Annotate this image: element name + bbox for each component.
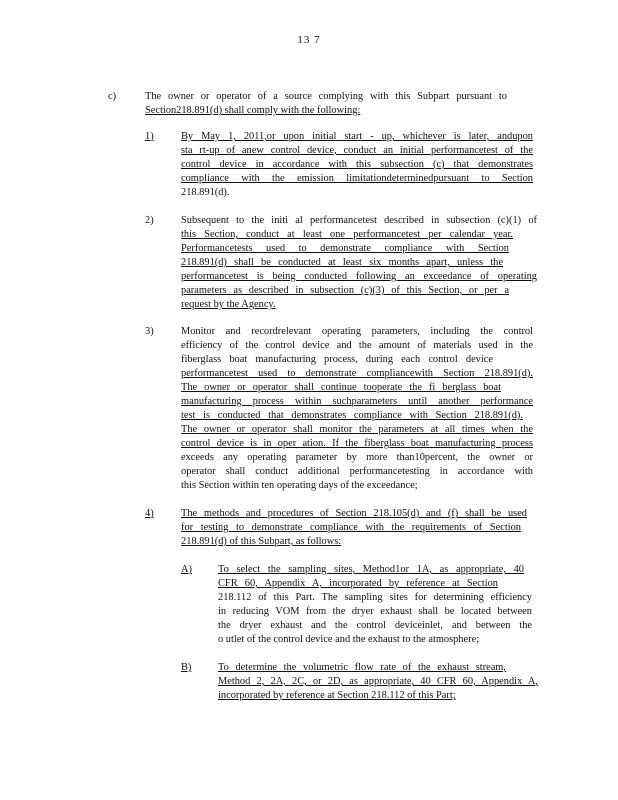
- item-3-line: Monitor and recordrelevant operating parameters, including the control: [181, 326, 533, 337]
- item-2: [181, 214, 537, 312]
- subitem-a-label: A): [181, 564, 192, 575]
- item-1-line: By May 1, 2011,or upon initial start - up, whichever is later, andupon: [181, 131, 533, 142]
- item-3-line: fiberglass boat manufacturing process, during each control device: [181, 354, 493, 365]
- subitem-b-line: To determine the volumetric flow rate of the exhaust stream,: [218, 662, 506, 673]
- paragraph-c-line: The owner or operator of a source complying with this Subpart pursuant to: [145, 91, 507, 102]
- subitem-b-line: Method 2, 2A, 2C, or 2D, as appropriate, 40 CFR 60, Appendix A,: [218, 676, 538, 687]
- item-3-line: The owner or operator shall continue tooperate the fi berglass boat: [181, 382, 501, 393]
- item-3-line: performancetest used to demonstrate compliancewith Section 218.891(d).: [181, 368, 533, 379]
- item-4-line: The methods and procedures of Section 218.105(d) and (f) shall be used: [181, 508, 527, 519]
- subitem-b-line: incorporated by reference at Section 218.112 of this Part;: [218, 690, 456, 701]
- paragraph-c-label: c): [108, 91, 117, 102]
- subitem-a-line: o utlet of the control device and the exhaust to the atmosphere;: [218, 634, 480, 645]
- item-4-label: 4): [145, 508, 154, 519]
- item-3-label: 3): [145, 326, 154, 337]
- subitem-a-line: the dryer exhaust and the control deviceinlet, and between the: [218, 620, 532, 631]
- item-3-line: efficiency of the control device and the amount of materials used in the: [181, 340, 533, 351]
- subitem-a-line: 218.112 of this Part. The sampling sites for determining efficiency: [218, 592, 532, 603]
- item-1-line: control device in accordance with this subsection (c) that demonstrates: [181, 159, 533, 170]
- item-1-label: 1): [145, 131, 154, 142]
- item-3-line: manufacturing process within suchparameters until another performance: [181, 396, 533, 407]
- item-3-line: The owner or operator shall monitor the parameters at all times when the: [181, 424, 533, 435]
- item-3-line: this Section within ten operating days of the exceedance;: [181, 480, 418, 491]
- item-3-line: test is conducted that demonstrates compliance with Section 218.891(d).: [181, 410, 523, 421]
- item-2-line: performancetest is being conducted following an exceedance of operating: [181, 271, 537, 282]
- subitem-a-line: To select the sampling sites, Method1or 1A, as appropriate, 40: [218, 564, 524, 575]
- item-4-line: 218.891(d) of this Subpart, as follows:: [181, 536, 342, 547]
- subitem-b: [218, 661, 538, 703]
- item-4-line: for testing to demonstrate compliance with the requirements of Section: [181, 522, 521, 533]
- item-2-line: parameters as described in subsection (c)(3) of this Section, or per a: [181, 285, 509, 296]
- subitem-b-label: B): [181, 662, 192, 673]
- paragraph-c: [145, 90, 507, 118]
- page-number: 13 7: [297, 34, 321, 46]
- item-2-line: Subsequent to the initi al performancetest described in subsection (c)(1) of: [181, 215, 537, 226]
- item-1-line: sta rt-up of anew control device, conduct an initial performancetest of the: [181, 145, 533, 156]
- paragraph-c-line: Section218.891(d) shall comply with the following:: [145, 105, 361, 116]
- item-3-line: operator shall conduct additional performancetesting in accordance with: [181, 466, 533, 477]
- item-3-line: control device is in oper ation. If the fiberglass boat manufacturing process: [181, 438, 533, 449]
- subitem-a-line: in reducing VOM from the dryer exhaust shall be located between: [218, 606, 532, 617]
- item-3: [181, 325, 533, 493]
- item-2-line: this Section, conduct at least one performancetest per calendar year.: [181, 229, 513, 240]
- item-1: [181, 130, 533, 200]
- item-4: [181, 507, 527, 549]
- item-3-line: exceeds any operating parameter by more than10percent, the owner or: [181, 452, 533, 463]
- subitem-a: [218, 563, 532, 647]
- item-2-line: Performancetests used to demonstrate compliance with Section: [181, 243, 509, 254]
- item-2-line: 218.891(d) shall be conducted at least six months apart, unless the: [181, 257, 503, 268]
- subitem-a-line: CFR 60, Appendix A, incorporated by reference at Section: [218, 578, 498, 589]
- item-1-line: 218.891(d).: [181, 187, 230, 198]
- item-2-label: 2): [145, 215, 154, 226]
- item-1-line: compliance with the emission limitationdeterminedpursuant to Section: [181, 173, 533, 184]
- item-2-line: request by the Agency.: [181, 299, 276, 310]
